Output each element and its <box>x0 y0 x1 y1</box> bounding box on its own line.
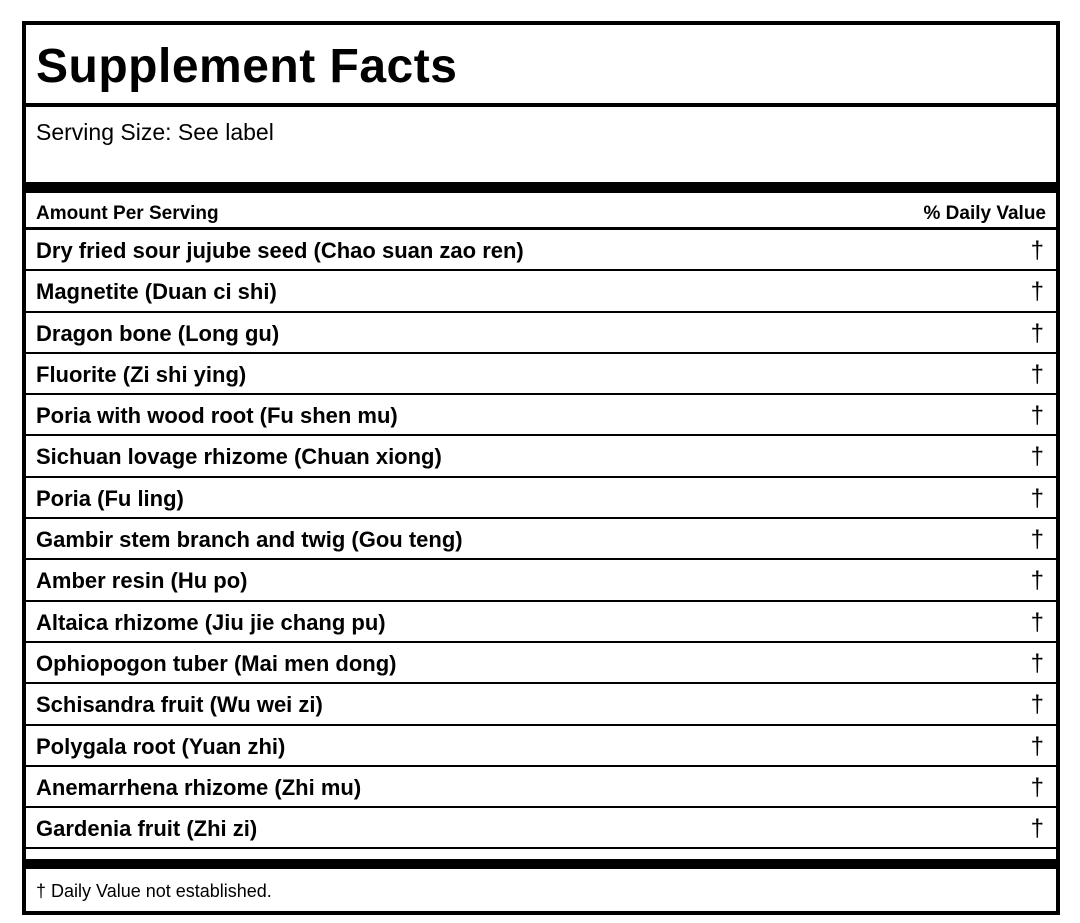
ingredient-row <box>26 519 1056 560</box>
ingredient-name: Altaica rhizome (Jiu jie chang pu) <box>36 609 386 635</box>
ingredient-row <box>26 354 1056 395</box>
daily-value-dagger: † <box>1030 278 1044 306</box>
ingredient-name: Polygala root (Yuan zhi) <box>36 733 286 759</box>
ingredient-name: Dragon bone (Long gu) <box>36 320 280 346</box>
ingredient-row <box>26 726 1056 767</box>
ingredient-row <box>26 602 1056 643</box>
ingredient-name: Poria with wood root (Fu shen mu) <box>36 403 398 429</box>
ingredient-name: Sichuan lovage rhizome (Chuan xiong) <box>36 444 442 470</box>
daily-value-dagger: † <box>1030 815 1044 843</box>
daily-value-dagger: † <box>1030 732 1044 760</box>
ingredient-name: Ophiopogon tuber (Mai men dong) <box>36 650 397 676</box>
panel-title: Supplement Facts <box>36 40 458 93</box>
daily-value-dagger: † <box>1030 443 1044 471</box>
daily-value-dagger: † <box>1030 484 1044 512</box>
ingredient-row <box>26 436 1056 477</box>
thick-divider <box>26 182 1056 193</box>
ingredient-name: Magnetite (Duan ci shi) <box>36 279 277 305</box>
ingredient-name: Amber resin (Hu po) <box>36 568 248 594</box>
ingredient-row <box>26 767 1056 808</box>
ingredient-name: Gambir stem branch and twig (Gou teng) <box>36 527 463 553</box>
amount-per-serving-header: Amount Per Serving <box>36 203 219 224</box>
column-header-row <box>26 193 1056 230</box>
daily-value-dagger: † <box>1030 402 1044 430</box>
daily-value-dagger: † <box>1030 608 1044 636</box>
title-block <box>26 25 1056 107</box>
ingredient-row <box>26 313 1056 354</box>
bottom-thick-divider <box>26 859 1056 869</box>
daily-value-header: % Daily Value <box>923 203 1046 224</box>
ingredient-row <box>26 230 1056 271</box>
ingredient-list <box>26 230 1056 849</box>
footnote: † Daily Value not established. <box>36 881 272 901</box>
ingredient-name: Anemarrhena rhizome (Zhi mu) <box>36 774 362 800</box>
supplement-facts-panel <box>22 21 1060 915</box>
ingredient-row <box>26 808 1056 849</box>
ingredient-name: Poria (Fu ling) <box>36 485 184 511</box>
ingredient-row <box>26 643 1056 684</box>
daily-value-dagger: † <box>1030 649 1044 677</box>
ingredient-name: Gardenia fruit (Zhi zi) <box>36 816 258 842</box>
daily-value-dagger: † <box>1030 526 1044 554</box>
daily-value-dagger: † <box>1030 360 1044 388</box>
ingredient-row <box>26 271 1056 312</box>
daily-value-dagger: † <box>1030 237 1044 264</box>
serving-size: Serving Size: See label <box>36 119 274 145</box>
daily-value-dagger: † <box>1030 773 1044 801</box>
ingredient-row <box>26 560 1056 601</box>
ingredient-name: Fluorite (Zi shi ying) <box>36 361 247 387</box>
daily-value-dagger: † <box>1030 691 1044 719</box>
daily-value-dagger: † <box>1030 319 1044 347</box>
ingredient-name: Dry fried sour jujube seed (Chao suan zao ren) <box>36 238 524 263</box>
ingredient-row <box>26 395 1056 436</box>
ingredient-row <box>26 478 1056 519</box>
ingredient-row <box>26 684 1056 725</box>
ingredient-name: Schisandra fruit (Wu wei zi) <box>36 692 323 718</box>
daily-value-dagger: † <box>1030 567 1044 595</box>
